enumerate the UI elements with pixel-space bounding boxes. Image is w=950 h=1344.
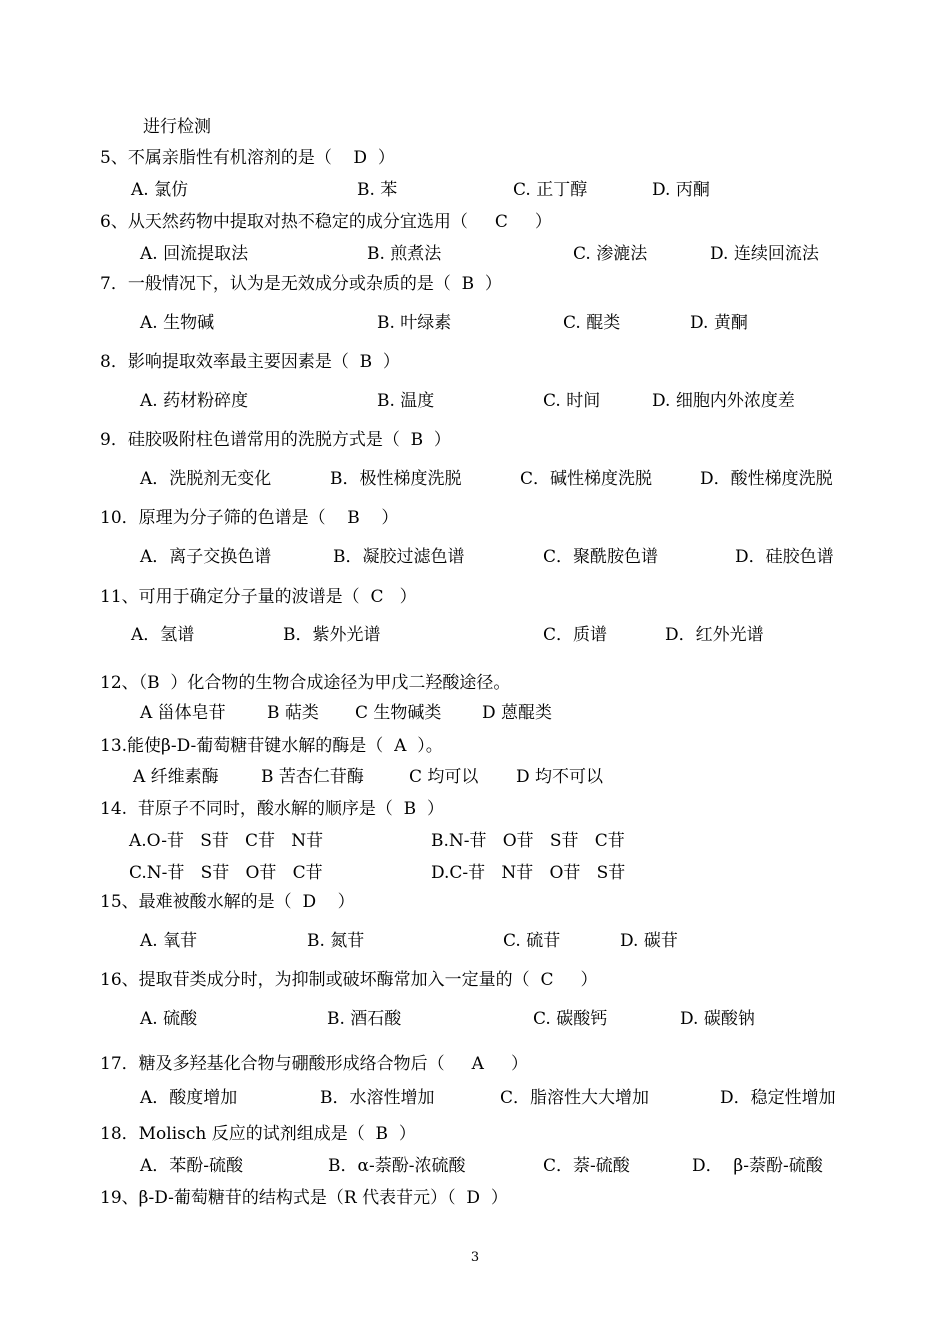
- option: C．聚酰胺色谱: [543, 547, 659, 567]
- options-row: [0, 930, 678, 952]
- question-stem: 13.能使β-D-葡萄糖苷键水解的酶是（ A ）。: [100, 736, 443, 756]
- question-stem: 18．Molisch 反应的试剂组成是（ B ）: [100, 1124, 416, 1144]
- option: B．水溶性增加: [320, 1088, 435, 1108]
- option: D 均不可以: [516, 767, 604, 787]
- option: C. 醌类: [563, 313, 621, 333]
- option: D．稳定性增加: [720, 1088, 836, 1108]
- option: A．洗脱剂无变化: [140, 469, 272, 489]
- option: B 苦杏仁苷酶: [261, 767, 364, 787]
- option: B．紫外光谱: [283, 625, 381, 645]
- question-stem: 11、可用于确定分子量的波谱是（ C ）: [100, 587, 417, 607]
- option: A. 回流提取法: [140, 244, 249, 264]
- option: A. 硫酸: [140, 1009, 198, 1029]
- option: D．硅胶色谱: [735, 547, 834, 567]
- option: C．碱性梯度洗脱: [520, 469, 653, 489]
- option: C. 硫苷: [503, 931, 561, 951]
- option: D. 碳酸钠: [680, 1009, 755, 1029]
- question-stem: 17．糖及多羟基化合物与硼酸形成络合物后（ A ）: [100, 1054, 528, 1074]
- option: D.C-苷 N苷 O苷 S苷: [431, 863, 626, 883]
- option: C．脂溶性大大增加: [500, 1088, 650, 1108]
- option: A.O-苷 S苷 C苷 N苷: [129, 831, 324, 851]
- option: B. 氮苷: [307, 931, 365, 951]
- option: A．氢谱: [131, 625, 195, 645]
- option: C. 碳酸钙: [533, 1009, 608, 1029]
- question-stem: 6、从天然药物中提取对热不稳定的成分宜选用（ C ）: [100, 212, 552, 232]
- option: A. 氯仿: [131, 180, 189, 200]
- option: A．苯酚-硫酸: [140, 1156, 244, 1176]
- options-row: [0, 766, 604, 788]
- question-stem: 5、不属亲脂性有机溶剂的是（ D ）: [100, 148, 395, 168]
- options-row: [0, 830, 625, 852]
- options-row: [0, 390, 795, 412]
- question-stem: 10．原理为分子筛的色谱是（ B ）: [100, 508, 399, 528]
- option: D．红外光谱: [665, 625, 764, 645]
- intro-text: 进行检测: [143, 117, 211, 137]
- options-row: [0, 243, 819, 265]
- options-row: [0, 1087, 836, 1109]
- option: B．凝胶过滤色谱: [333, 547, 465, 567]
- options-row: [0, 1155, 823, 1177]
- option: D. 黄酮: [690, 313, 748, 333]
- option: A 甾体皂苷: [140, 703, 226, 723]
- question-stem: 12、（B ）化合物的生物合成途径为甲戊二羟酸途径。: [100, 673, 511, 693]
- question-stem: 19、β-D-葡萄糖苷的结构式是（R 代表苷元）（ D ）: [100, 1188, 508, 1208]
- option: B. 苯: [357, 180, 398, 200]
- option: A．酸度增加: [140, 1088, 238, 1108]
- options-row: [0, 468, 833, 490]
- question-stem: 14. 苷原子不同时，酸水解的顺序是（ B ）: [100, 799, 444, 819]
- options-row: [0, 702, 553, 724]
- question-stem: 7．一般情况下，认为是无效成分或杂质的是（ B ）: [100, 274, 502, 294]
- option: B. 温度: [377, 391, 435, 411]
- question-stem: 15、最难被酸水解的是（ D ）: [100, 892, 355, 912]
- option: D．酸性梯度洗脱: [700, 469, 833, 489]
- options-row: [0, 1008, 755, 1030]
- option: A. 生物碱: [140, 313, 215, 333]
- options-row: [0, 624, 764, 646]
- options-row: [0, 546, 834, 568]
- option: C. 时间: [543, 391, 601, 411]
- option: B. 煎煮法: [367, 244, 442, 264]
- option: A. 氧苷: [140, 931, 198, 951]
- option: D. 丙酮: [652, 180, 710, 200]
- option: B.N-苷 O苷 S苷 C苷: [431, 831, 625, 851]
- question-stem: 16、提取苷类成分时，为抑制或破坏酶常加入一定量的（ C ）: [100, 970, 598, 990]
- option: C.N-苷 S苷 O苷 C苷: [129, 863, 323, 883]
- options-row: [0, 179, 710, 201]
- option: C．萘-硫酸: [543, 1156, 630, 1176]
- option: B．极性梯度洗脱: [330, 469, 462, 489]
- option: C 生物碱类: [355, 703, 442, 723]
- option: A. 药材粉碎度: [140, 391, 249, 411]
- option: A 纤维素酶: [133, 767, 219, 787]
- option: A．离子交换色谱: [140, 547, 272, 567]
- question-stem: 8．影响提取效率最主要因素是（ B ）: [100, 352, 400, 372]
- page-number: 3: [470, 1250, 480, 1265]
- option: B 萜类: [267, 703, 319, 723]
- option: B. 叶绿素: [377, 313, 452, 333]
- option: B. 酒石酸: [327, 1009, 402, 1029]
- option: C．质谱: [543, 625, 608, 645]
- option: D. 连续回流法: [710, 244, 819, 264]
- question-stem: 9．硅胶吸附柱色谱常用的洗脱方式是（ B ）: [100, 430, 451, 450]
- option: D. 碳苷: [620, 931, 678, 951]
- options-row: [0, 862, 626, 884]
- options-row: [0, 312, 748, 334]
- option: C. 正丁醇: [513, 180, 588, 200]
- option: D 蒽醌类: [482, 703, 553, 723]
- option: B．α-萘酚-浓硫酸: [328, 1156, 466, 1176]
- option: C 均可以: [409, 767, 479, 787]
- option: C. 渗漉法: [573, 244, 648, 264]
- option: D. 细胞内外浓度差: [652, 391, 795, 411]
- option: D． β-萘酚-硫酸: [692, 1156, 823, 1176]
